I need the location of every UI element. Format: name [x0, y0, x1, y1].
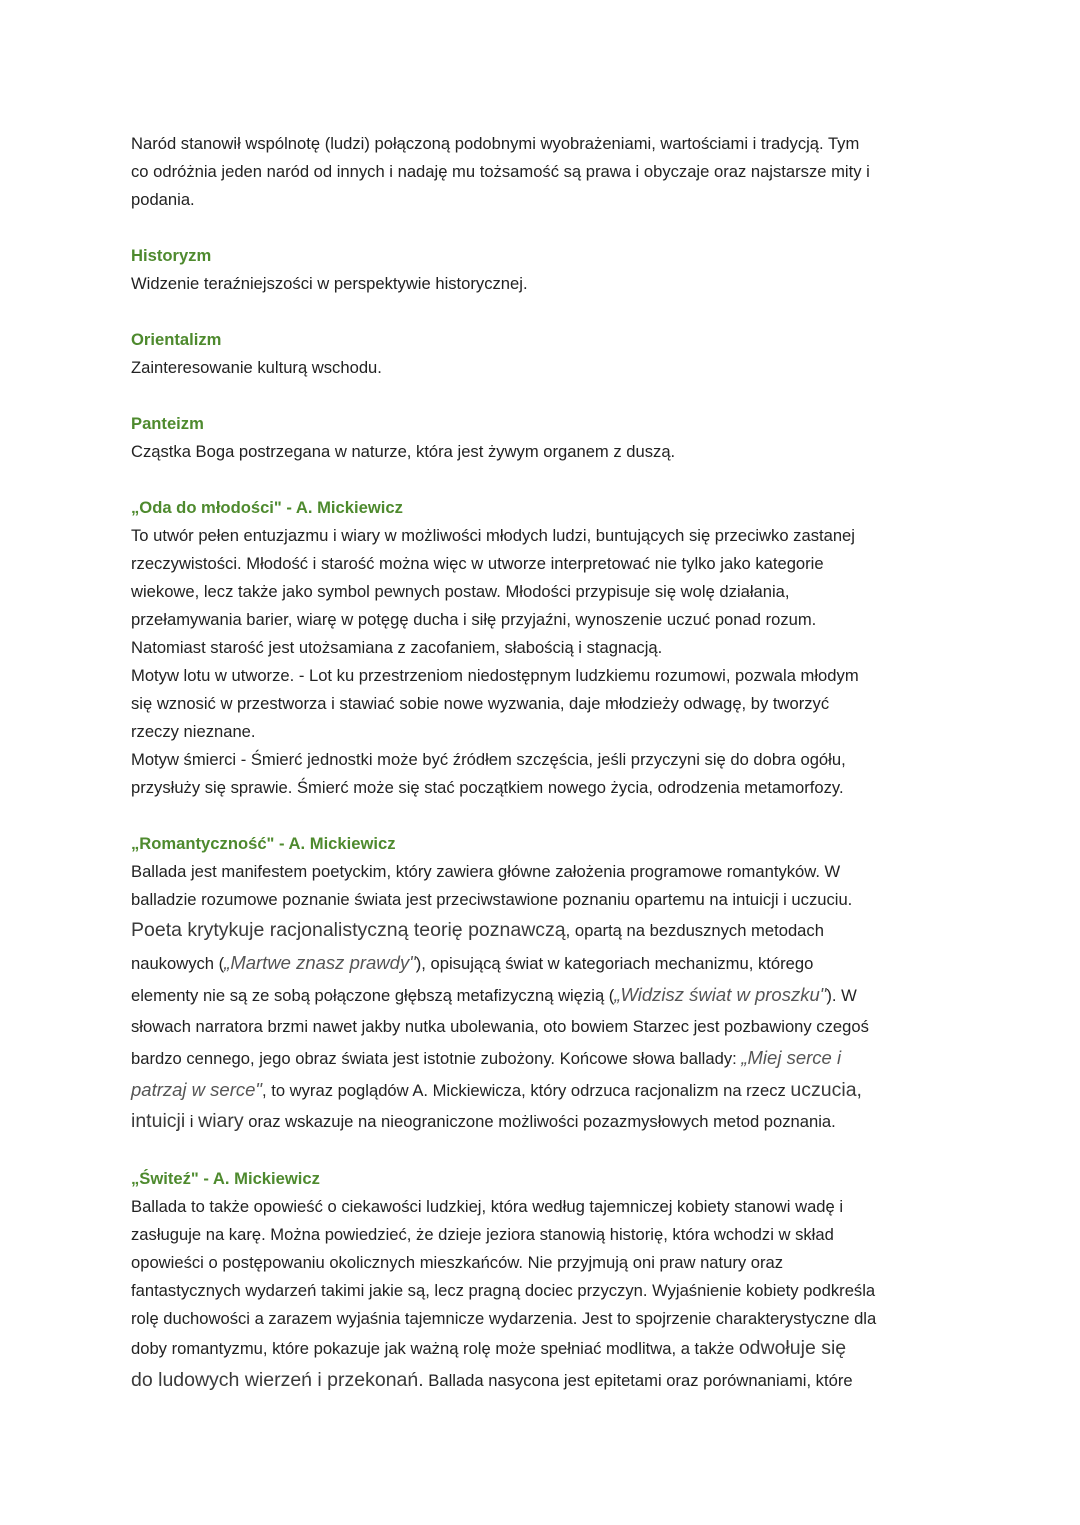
- section-heading: „Romantyczność" - A. Mickiewicz: [131, 834, 396, 853]
- text-line: rolę duchowości a zarazem wyjaśnia tajemnicze wydarzenia. Jest to spojrzenie charakterystyczne dla: [131, 1309, 877, 1328]
- text-fragment: Ballada nasycona jest epitetami oraz porównaniami, które: [423, 1371, 853, 1390]
- text-fragment: Poeta krytykuje racjonalistyczną teorię poznawczą: [131, 919, 566, 941]
- section-text: [131, 1193, 960, 1397]
- section-text: Cząstka Boga postrzegana w naturze, która jest żywym organem z duszą.: [131, 442, 676, 461]
- text-line: co odróżnia jeden naród od innych i nadaję mu tożsamość są prawa i obyczaje oraz najstarsze mity i: [131, 162, 870, 181]
- text-fragment: wiary: [198, 1110, 244, 1132]
- section-switez: [131, 1165, 960, 1397]
- text-line: Natomiast starość jest utożsamiana z zacofaniem, słabością i stagnacją.: [131, 638, 663, 657]
- section-heading: Panteizm: [131, 414, 204, 433]
- text-line: Ballada to także opowieść o ciekawości ludzkiej, która według tajemniczej kobiety stanowi wadę i: [131, 1197, 844, 1216]
- text-fragment: ), opisującą świat w kategoriach mechanizmu, którego: [415, 954, 814, 973]
- section-text: Zainteresowanie kulturą wschodu.: [131, 358, 382, 377]
- text-line: To utwór pełen entuzjazmu i wiary w możliwości młodych ludzi, buntujących się przeciwko zastanej: [131, 526, 855, 545]
- text-fragment: , to wyraz poglądów A. Mickiewicza, który odrzuca racjonalizm na rzecz: [261, 1081, 791, 1100]
- text-line: [131, 947, 960, 979]
- text-fragment: bardzo cennego, jego obraz świata jest istotnie zubożony. Końcowe słowa ballady:: [131, 1049, 742, 1068]
- text-line: [131, 1042, 960, 1074]
- text-fragment: doby romantyzmu, które pokazuje jak ważną rolę może spełniać modlitwa, a także: [131, 1339, 739, 1358]
- text-fragment: oraz wskazuje na nieograniczone możliwości pozazmysłowych metod poznania.: [243, 1112, 836, 1131]
- text-line: [131, 1364, 960, 1397]
- quote-fragment: patrzaj w serce": [131, 1079, 262, 1100]
- text-line: przysłuży się sprawie. Śmierć może się stać początkiem nowego życia, odrodzenia metamorfozy.: [131, 778, 844, 797]
- text-fragment: intuicji: [131, 1110, 186, 1132]
- text-line: podania.: [131, 190, 195, 209]
- text-fragment: i: [185, 1112, 199, 1131]
- text-line: przełamywania barier, wiarę w potęgę ducha i siłę przyjaźni, wynoszenie uczuć ponad rozum.: [131, 610, 817, 629]
- text-line: Naród stanowił wspólnotę (ludzi) połączoną podobnymi wyobrażeniami, wartościami i tradycją. Tym: [131, 134, 860, 153]
- text-fragment: naukowych (: [131, 954, 225, 973]
- section-heading: „Oda do młodości" - A. Mickiewicz: [131, 498, 403, 517]
- text-fragment: , opartą na bezdusznych metodach: [565, 921, 824, 940]
- section-heading: Orientalizm: [131, 330, 222, 349]
- text-line: [131, 914, 960, 947]
- quote-fragment: „Martwe znasz prawdy": [224, 952, 416, 973]
- section-panteizm: [131, 410, 960, 466]
- section-text: Widzenie teraźniejszości w perspektywie historycznej.: [131, 274, 528, 293]
- quote-fragment: „Miej serce i: [741, 1047, 842, 1068]
- section-orientalizm: [131, 326, 960, 382]
- intro-paragraph: [131, 130, 960, 214]
- text-fragment: uczucia,: [790, 1079, 862, 1101]
- quote-fragment: „Widzisz świat w proszku": [614, 984, 827, 1005]
- text-line: słowach narratora brzmi nawet jakby nutka ubolewania, oto bowiem Starzec jest pozbawiony czegoś: [131, 1017, 869, 1036]
- text-line: [131, 1074, 960, 1106]
- text-line: zasługuje na karę. Można powiedzieć, że dzieje jeziora stanowią historię, która wchodzi w skład: [131, 1225, 834, 1244]
- text-fragment: elementy nie są ze sobą połączone głębszą metafizyczną więzią (: [131, 986, 615, 1005]
- section-text: [131, 522, 960, 802]
- text-line: rzeczywistości. Młodość i starość można więc w utworze interpretować nie tylko jako kategorie: [131, 554, 824, 573]
- section-historyzm: [131, 242, 960, 298]
- text-fragment: odwołuje się: [738, 1337, 847, 1359]
- section-heading: Historyzm: [131, 246, 212, 265]
- text-line: wiekowe, lecz także jako symbol pewnych postaw. Młodości przypisuje się wolę działania,: [131, 582, 790, 601]
- section-heading: „Świteź" - A. Mickiewicz: [131, 1169, 320, 1188]
- text-line: balladzie rozumowe poznanie świata jest przeciwstawione poznaniu opartemu na intuicji i uczuciu.: [131, 890, 853, 909]
- text-line: rzeczy nieznane.: [131, 722, 256, 741]
- section-romantycznosc: [131, 830, 960, 1137]
- text-fragment: ). W: [826, 986, 857, 1005]
- text-line: Motyw lotu w utworze. - Lot ku przestrzeniom niedostępnym ludzkiemu rozumowi, pozwala młodym: [131, 666, 859, 685]
- text-line: [131, 1106, 960, 1137]
- text-line: Ballada jest manifestem poetyckim, który zawiera główne założenia programowe romantyków. W: [131, 862, 841, 881]
- section-oda-do-mlodosci: [131, 494, 960, 802]
- text-line: opowieści o postępowaniu okolicznych mieszkańców. Nie przyjmują oni praw natury oraz: [131, 1253, 784, 1272]
- text-line: się wznosić w przestworza i stawiać sobie nowe wyzwania, daje młodzieży odwagę, by tworzyć: [131, 694, 830, 713]
- text-line: fantastycznych wydarzeń takimi jakie są, lecz pragną dociec przyczyn. Wyjaśnienie kobiety podkreśla: [131, 1281, 876, 1300]
- text-line: [131, 1333, 960, 1364]
- text-line: Motyw śmierci - Śmierć jednostki może być źródłem szczęścia, jeśli przyczyni się do dobra ogółu,: [131, 750, 846, 769]
- text-line: [131, 979, 960, 1011]
- text-fragment: do ludowych wierzeń i przekonań.: [131, 1369, 424, 1391]
- section-text: [131, 858, 960, 1137]
